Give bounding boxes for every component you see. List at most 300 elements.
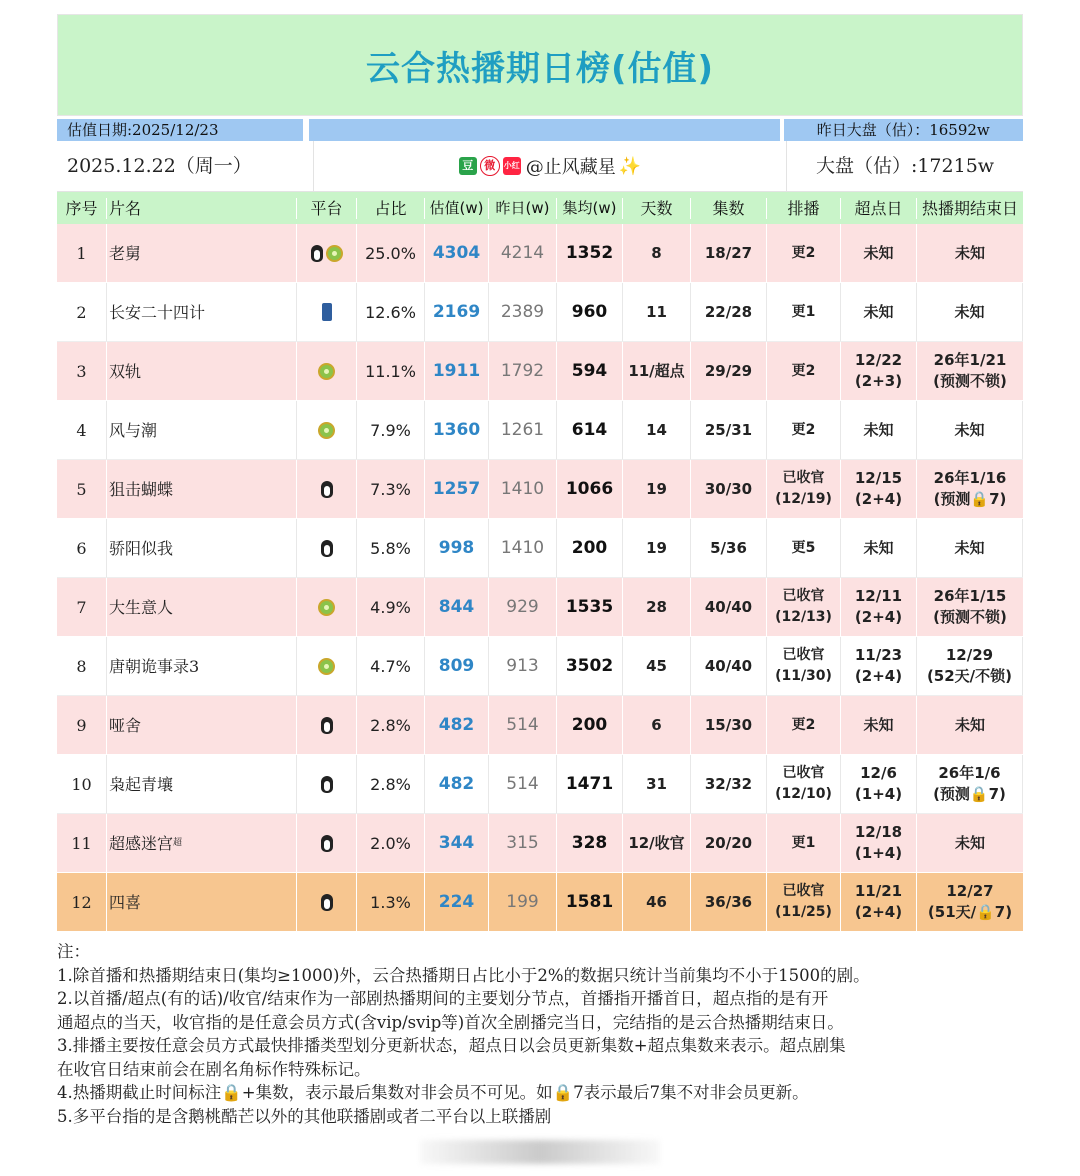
cell-days <box>623 578 691 636</box>
cell-days <box>623 224 691 282</box>
cell-yesterday-text: 1410 <box>500 537 545 558</box>
cell-episodes-text: 30/30 <box>704 479 753 498</box>
cell-peak-day-text: 12/6 (1+4) <box>854 764 903 803</box>
cell-name <box>107 814 297 872</box>
tencent-penguin-icon <box>321 481 333 498</box>
cell-end-day <box>917 814 1023 872</box>
cell-yesterday-text: 1261 <box>500 419 545 440</box>
cell-average-text: 960 <box>571 301 608 322</box>
note-line: 在收官日结束前会在剧名角标作特殊标记。 <box>57 1059 371 1079</box>
cell-platform <box>297 873 357 931</box>
notes-section <box>57 940 1023 1128</box>
cell-average <box>557 519 623 577</box>
cell-no <box>57 401 107 459</box>
cell-days-text: 6 <box>651 715 662 734</box>
cell-schedule-text: 更2 <box>791 716 816 733</box>
cell-share <box>357 696 425 754</box>
cell-end-day-text: 26年1/21 (预测不锁) <box>933 351 1007 390</box>
cell-no-text: 11 <box>71 833 92 853</box>
cell-name <box>107 224 297 282</box>
cell-days-text: 46 <box>646 892 667 911</box>
cell-average <box>557 342 623 400</box>
note-line: 1.除首播和热播期结束日(集均≥1000)外，云合热播期日占比小于2%的数据只统计当前集均不小于1500的剧。 <box>57 965 870 985</box>
cell-platform <box>297 696 357 754</box>
cell-peak-day <box>841 696 917 754</box>
cell-estimate-text: 482 <box>438 773 475 794</box>
cell-peak-day <box>841 637 917 695</box>
cell-no <box>57 873 107 931</box>
cell-yesterday <box>489 519 557 577</box>
cell-schedule <box>767 283 841 341</box>
iqiyi-kiwi-icon <box>318 599 335 616</box>
cell-platform <box>297 283 357 341</box>
table-row <box>57 578 1023 637</box>
cell-yesterday-text: 1792 <box>500 360 545 381</box>
cell-estimate-text: 1360 <box>432 419 481 440</box>
cell-peak-day <box>841 873 917 931</box>
cell-peak-day-text: 未知 <box>863 243 894 262</box>
cell-end-day <box>917 578 1023 636</box>
cell-share-text: 25.0% <box>365 243 416 263</box>
cell-end-day-text: 未知 <box>954 420 985 439</box>
cell-average <box>557 224 623 282</box>
cell-yesterday <box>489 578 557 636</box>
cell-average-text: 1535 <box>565 596 614 617</box>
cell-average <box>557 696 623 754</box>
cell-platform <box>297 637 357 695</box>
cell-share <box>357 578 425 636</box>
cell-estimate <box>425 696 489 754</box>
cell-end-day-text: 未知 <box>954 302 985 321</box>
peak-mark: 超 <box>173 837 183 848</box>
cell-platform <box>297 460 357 518</box>
cell-share-text: 7.3% <box>370 479 411 499</box>
cell-schedule <box>767 873 841 931</box>
cell-name <box>107 519 297 577</box>
cell-estimate <box>425 283 489 341</box>
cell-schedule <box>767 637 841 695</box>
cell-name <box>107 283 297 341</box>
iqiyi-kiwi-icon <box>318 658 335 675</box>
cell-name-text: 唐朝诡事录3 <box>109 656 200 676</box>
info-row-1 <box>57 119 1023 141</box>
cell-end-day-text: 26年1/15 (预测不锁) <box>933 587 1007 626</box>
cell-average-text: 200 <box>571 714 608 735</box>
cell-platform <box>297 814 357 872</box>
cell-days <box>623 637 691 695</box>
cell-schedule-text: 已收官 (12/10) <box>775 765 832 802</box>
cell-average <box>557 578 623 636</box>
cell-no-text: 12 <box>71 892 92 912</box>
cell-schedule <box>767 578 841 636</box>
info-spacer <box>309 119 780 141</box>
cell-yesterday-text: 1410 <box>500 478 545 499</box>
cell-schedule-text: 已收官 (12/13) <box>775 588 832 625</box>
cell-peak-day <box>841 460 917 518</box>
cell-episodes <box>691 460 767 518</box>
cell-estimate <box>425 578 489 636</box>
cell-yesterday <box>489 283 557 341</box>
header-end-day: 热播期结束日 <box>921 198 1018 218</box>
cell-episodes-text: 18/27 <box>704 243 753 262</box>
cell-name <box>107 578 297 636</box>
cell-share <box>357 401 425 459</box>
cell-estimate-text: 482 <box>438 714 475 735</box>
cell-average-text: 594 <box>571 360 608 381</box>
cell-name <box>107 873 297 931</box>
cell-schedule <box>767 696 841 754</box>
table-row <box>57 873 1023 932</box>
cell-episodes-text: 32/32 <box>704 774 753 793</box>
cell-share <box>357 460 425 518</box>
cell-end-day <box>917 696 1023 754</box>
cell-name <box>107 755 297 813</box>
cell-days-text: 19 <box>646 479 667 498</box>
author-credit <box>313 141 787 191</box>
tencent-penguin-icon <box>321 894 333 911</box>
cell-share-text: 4.7% <box>370 656 411 676</box>
cell-yesterday-text: 514 <box>506 714 539 735</box>
author-handle: @止风藏星 <box>525 157 616 178</box>
cell-platform <box>297 224 357 282</box>
cell-yesterday <box>489 637 557 695</box>
cell-peak-day-text: 12/15 (2+4) <box>854 469 903 508</box>
cell-schedule-text: 已收官 (11/30) <box>775 647 832 684</box>
cell-episodes-text: 29/29 <box>704 361 753 380</box>
cell-name <box>107 460 297 518</box>
cell-yesterday <box>489 696 557 754</box>
tencent-penguin-icon <box>321 540 333 557</box>
cell-episodes <box>691 224 767 282</box>
ranking-sheet <box>57 14 1023 932</box>
cell-end-day <box>917 224 1023 282</box>
cell-days <box>623 755 691 813</box>
cell-estimate-text: 344 <box>438 832 475 853</box>
cell-name <box>107 342 297 400</box>
cell-estimate-text: 998 <box>438 537 475 558</box>
cell-end-day <box>917 755 1023 813</box>
header-name: 片名 <box>107 198 297 219</box>
cell-no-text: 4 <box>76 420 87 440</box>
cell-name <box>107 401 297 459</box>
cell-days <box>623 342 691 400</box>
note-line: 注： <box>57 942 90 961</box>
cell-average <box>557 283 623 341</box>
tencent-penguin-icon <box>321 717 333 734</box>
cell-estimate-text: 1911 <box>432 360 481 381</box>
cell-no <box>57 814 107 872</box>
header-episodes: 集数 <box>691 198 767 219</box>
cell-average-text: 614 <box>571 419 608 440</box>
cell-episodes <box>691 814 767 872</box>
total-estimate: 大盘（估）:17215w <box>815 155 995 177</box>
cell-average-text: 1471 <box>565 773 614 794</box>
cell-estimate <box>425 519 489 577</box>
cell-estimate-text: 224 <box>438 891 475 912</box>
cell-average-text: 1352 <box>565 242 614 263</box>
cell-no-text: 6 <box>76 538 87 558</box>
cell-end-day <box>917 342 1023 400</box>
note-line: 4.热播期截止时间标注🔒+集数，表示最后集数对非会员不可见。如🔒7表示最后7集不对非会员更新。 <box>57 1083 809 1102</box>
table-row <box>57 283 1023 342</box>
cell-estimate <box>425 342 489 400</box>
header-platform: 平台 <box>297 198 357 219</box>
cell-days-text: 11 <box>646 302 667 321</box>
cell-average <box>557 401 623 459</box>
iqiyi-kiwi-icon <box>318 422 335 439</box>
cell-episodes <box>691 283 767 341</box>
cell-peak-day-text: 12/22 (2+3) <box>854 351 903 390</box>
note-line: 通超点的当天，收官指的是任意会员方式(含vip/svip等)首次全剧播完当日，完结指的是云合热播期结束日。 <box>57 1012 844 1032</box>
cell-share <box>357 519 425 577</box>
cell-peak-day-text: 12/11 (2+4) <box>854 587 903 626</box>
cell-episodes-text: 25/31 <box>704 420 753 439</box>
cell-platform <box>297 342 357 400</box>
cell-peak-day <box>841 814 917 872</box>
header-days: 天数 <box>623 198 691 219</box>
cell-episodes <box>691 873 767 931</box>
cell-episodes <box>691 755 767 813</box>
cell-episodes <box>691 696 767 754</box>
tencent-penguin-icon <box>311 245 323 262</box>
table-row <box>57 460 1023 519</box>
cell-share-text: 2.8% <box>370 715 411 735</box>
cell-episodes-text: 20/20 <box>704 833 753 852</box>
cell-name-text: 哑舍 <box>109 715 142 735</box>
cell-share <box>357 224 425 282</box>
blurred-watermark <box>420 1140 660 1164</box>
cell-schedule-text: 更2 <box>791 421 816 438</box>
cell-days <box>623 814 691 872</box>
cell-end-day-text: 未知 <box>954 833 985 852</box>
cell-no-text: 1 <box>76 243 87 263</box>
cell-schedule <box>767 814 841 872</box>
table-row <box>57 401 1023 460</box>
cell-yesterday <box>489 460 557 518</box>
table-body <box>57 224 1023 932</box>
sparkle-icon: ✨ <box>618 155 642 177</box>
cell-episodes-text: 22/28 <box>704 302 753 321</box>
cell-name-text: 双轨 <box>109 361 142 381</box>
cell-episodes <box>691 342 767 400</box>
cell-yesterday-text: 4214 <box>500 242 545 263</box>
cell-estimate <box>425 814 489 872</box>
cell-peak-day-text: 12/18 (1+4) <box>854 823 903 862</box>
cell-average-text: 1581 <box>565 891 614 912</box>
cell-no <box>57 696 107 754</box>
cell-platform <box>297 755 357 813</box>
cell-schedule-text: 更1 <box>791 834 816 851</box>
cell-days <box>623 401 691 459</box>
page-title: 云合热播期日榜(估值) <box>365 48 715 89</box>
cell-estimate <box>425 873 489 931</box>
header-yesterday: 昨日(w) <box>489 198 557 219</box>
iqiyi-kiwi-icon <box>318 363 335 380</box>
cell-episodes <box>691 578 767 636</box>
cell-no <box>57 283 107 341</box>
cell-estimate-text: 1257 <box>432 478 481 499</box>
cell-no <box>57 755 107 813</box>
cell-peak-day <box>841 755 917 813</box>
cell-average <box>557 873 623 931</box>
cell-end-day <box>917 873 1023 931</box>
cell-yesterday <box>489 342 557 400</box>
cell-platform <box>297 519 357 577</box>
cell-no-text: 10 <box>71 774 92 794</box>
cell-end-day-text: 26年1/16 (预测🔒7) <box>933 469 1007 508</box>
cell-end-day <box>917 401 1023 459</box>
header-peak-day: 超点日 <box>841 198 917 219</box>
cell-peak-day <box>841 578 917 636</box>
cell-days-text: 45 <box>646 656 667 675</box>
cell-schedule <box>767 519 841 577</box>
cell-average-text: 1066 <box>565 478 614 499</box>
cell-yesterday-text: 929 <box>506 596 539 617</box>
cell-average <box>557 755 623 813</box>
cell-peak-day <box>841 342 917 400</box>
note-line: 3.排播主要按任意会员方式最快排播类型划分更新状态，超点日以会员更新集数+超点集数来表示。超点剧集 <box>57 1036 846 1055</box>
cell-peak-day-text: 未知 <box>863 715 894 734</box>
cell-estimate-text: 4304 <box>432 242 481 263</box>
cell-episodes-text: 40/40 <box>704 656 753 675</box>
date-line: 2025.12.22（周一） <box>67 155 252 177</box>
cell-average <box>557 637 623 695</box>
cell-end-day-text: 未知 <box>954 715 985 734</box>
cell-episodes <box>691 637 767 695</box>
table-row <box>57 814 1023 873</box>
table-row <box>57 637 1023 696</box>
cell-name-text: 四喜 <box>109 892 142 912</box>
cell-share-text: 4.9% <box>370 597 411 617</box>
info-row-2 <box>57 141 1023 192</box>
cell-episodes-text: 40/40 <box>704 597 753 616</box>
cell-name <box>107 696 297 754</box>
cell-yesterday-text: 2389 <box>500 301 545 322</box>
cell-schedule-text: 更1 <box>791 303 816 320</box>
cell-peak-day <box>841 283 917 341</box>
cell-share-text: 1.3% <box>370 892 411 912</box>
cell-schedule-text: 已收官 (12/19) <box>775 470 832 507</box>
cell-estimate <box>425 755 489 813</box>
cell-schedule <box>767 342 841 400</box>
cell-no <box>57 637 107 695</box>
cell-peak-day-text: 未知 <box>863 420 894 439</box>
cell-no-text: 9 <box>76 715 87 735</box>
cell-no-text: 3 <box>76 361 87 381</box>
cell-episodes-text: 5/36 <box>710 538 747 557</box>
cell-estimate <box>425 637 489 695</box>
cell-episodes <box>691 401 767 459</box>
cell-days <box>623 696 691 754</box>
cell-yesterday <box>489 873 557 931</box>
cell-schedule-text: 更2 <box>791 362 816 379</box>
cell-platform <box>297 401 357 459</box>
cell-no <box>57 460 107 518</box>
cell-end-day-text: 未知 <box>954 243 985 262</box>
weibo-icon: 微 <box>480 156 500 176</box>
cell-average-text: 200 <box>571 537 608 558</box>
cell-end-day <box>917 283 1023 341</box>
cell-average-text: 328 <box>571 832 608 853</box>
cell-name-text: 老舅 <box>109 243 142 263</box>
cell-schedule-text: 已收官 (11/25) <box>775 883 832 920</box>
cell-episodes-text: 15/30 <box>704 715 753 734</box>
cell-schedule <box>767 224 841 282</box>
table-row <box>57 342 1023 401</box>
cell-name-text: 骄阳似我 <box>109 538 174 558</box>
cell-yesterday <box>489 755 557 813</box>
cell-end-day-text: 12/29 (52天/不锁) <box>926 646 1013 685</box>
cell-yesterday-text: 199 <box>506 891 539 912</box>
cell-yesterday-text: 514 <box>506 773 539 794</box>
cell-schedule-text: 更5 <box>791 539 816 556</box>
cell-name-text: 枭起青壤 <box>109 774 174 794</box>
valuation-date: 估值日期:2025/12/23 <box>57 119 303 141</box>
cell-share-text: 7.9% <box>370 420 411 440</box>
cell-end-day <box>917 519 1023 577</box>
cell-peak-day <box>841 519 917 577</box>
cell-share <box>357 283 425 341</box>
cell-no <box>57 224 107 282</box>
cell-share-text: 2.8% <box>370 774 411 794</box>
cell-average-text: 3502 <box>565 655 614 676</box>
cell-peak-day-text: 11/23 (2+4) <box>854 646 903 685</box>
cell-average <box>557 814 623 872</box>
yesterday-total: 昨日大盘（估）：16592w <box>784 119 1024 141</box>
cell-schedule <box>767 755 841 813</box>
cell-days <box>623 283 691 341</box>
cell-days <box>623 460 691 518</box>
header-no: 序号 <box>57 198 107 219</box>
cell-name-text: 长安二十四计 <box>109 302 206 322</box>
xiaohongshu-icon: 小红书 <box>503 157 521 175</box>
cell-end-day <box>917 637 1023 695</box>
cell-share <box>357 342 425 400</box>
cell-share-text: 11.1% <box>365 361 416 381</box>
note-line: 5.多平台指的是含鹅桃酷芒以外的其他联播剧或者二平台以上联播剧 <box>57 1106 552 1126</box>
cell-share-text: 12.6% <box>365 302 416 322</box>
cell-schedule-text: 更2 <box>791 244 816 261</box>
cell-end-day-text: 12/27 (51天/🔒7) <box>927 882 1013 921</box>
cell-share-text: 5.8% <box>370 538 411 558</box>
cell-days-text: 11/超点 <box>628 361 685 380</box>
header-estimate: 估值(w) <box>425 198 489 219</box>
cell-share <box>357 755 425 813</box>
cell-share <box>357 873 425 931</box>
cell-days-text: 28 <box>646 597 667 616</box>
cell-name-text: 大生意人 <box>109 597 174 617</box>
cell-end-day-text: 未知 <box>954 538 985 557</box>
cell-estimate-text: 844 <box>438 596 475 617</box>
cell-platform <box>297 578 357 636</box>
table-row <box>57 224 1023 283</box>
cell-yesterday-text: 315 <box>506 832 539 853</box>
cell-end-day-text: 26年1/6 (预测🔒7) <box>933 764 1006 803</box>
cell-peak-day-text: 未知 <box>863 538 894 557</box>
cell-days-text: 8 <box>651 243 662 262</box>
cell-name-text: 风与潮 <box>109 420 158 440</box>
header-schedule: 排播 <box>767 198 841 219</box>
cell-estimate-text: 809 <box>438 655 475 676</box>
header-average: 集均(w) <box>557 198 623 219</box>
cell-estimate <box>425 460 489 518</box>
cell-episodes-text: 36/36 <box>704 892 753 911</box>
cell-share <box>357 814 425 872</box>
cell-average <box>557 460 623 518</box>
cell-days-text: 14 <box>646 420 667 439</box>
cell-days <box>623 519 691 577</box>
cell-name-text: 超感迷宫 <box>109 833 174 853</box>
